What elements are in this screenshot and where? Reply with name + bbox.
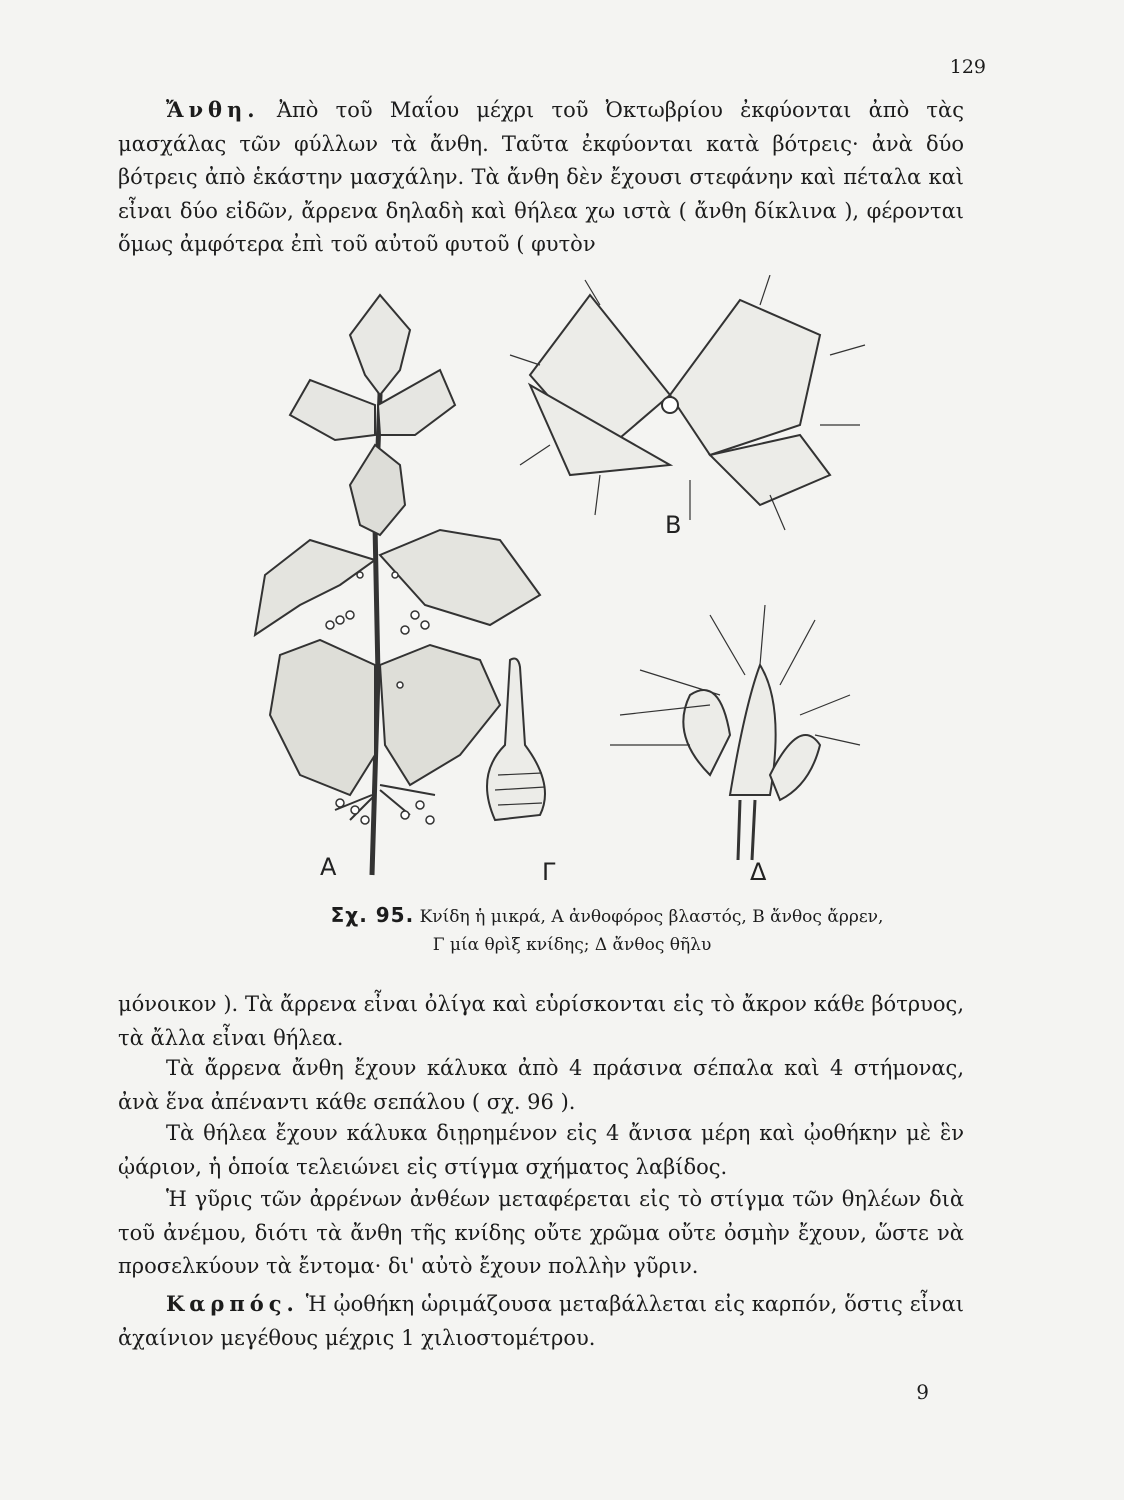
paragraph-monoecious: μόνοικον ). Τὰ ἄρρενα εἶναι ὀλίγα καὶ εὑρίσκονται εἰς τὸ ἄκρον κάθε βότρυος, τὰ ἄλλα εἶναι θήλεα. (118, 992, 964, 1050)
paragraph-text: Ἀπὸ τοῦ Μαΐου μέχρι τοῦ Ὀκτωβρίου ἐκφύονται ἀπὸ τὰς μασχάλας τῶν φύλλων τὰ ἄνθη. Ταῦτα ἐκφύονται κατὰ βότρεις· ἀνὰ δύο βότρεις ἀπὸ ἑκάστην μασχάλην. Τὰ ἄνθη δὲν ἔχουσι στεφάνην καὶ πέταλα καὶ εἶναι δύο εἰδῶν, ἄρρενα δηλαδὴ καὶ θήλεα χω ιστὰ ( ἄνθη δίκλινα ), φέρονται ὅμως ἀμφότερα ἐπὶ τοῦ αὐτοῦ φυτοῦ ( φυτὸν (118, 98, 964, 256)
section-heading-fruit: Καρπός. (166, 1291, 299, 1316)
paragraph-flowers (118, 93, 964, 262)
paragraph-male-flowers: Τὰ ἄρρενα ἄνθη ἔχουν κάλυκα ἀπὸ 4 πράσινα σέπαλα καὶ 4 στήμονας, ἀνὰ ἕνα ἀπέναντι κάθε σεπάλου ( σχ. 96 ). (118, 1056, 964, 1114)
female-flower-drawing (610, 605, 860, 860)
figure-nettle-illustration (240, 275, 980, 900)
figure-letter-g: Γ (542, 858, 556, 886)
figure-letter-a: Α (320, 853, 337, 881)
male-flower-drawing (510, 275, 865, 530)
figure-letter-d: Δ (750, 858, 767, 886)
figure-caption-text: Κνίδη ἡ μικρά, Α ἀνθοφόρος βλαστός, Β ἄνθος ἄρρεν, (419, 907, 884, 927)
paragraph-pollination: Ἡ γῦρις τῶν ἀρρένων ἀνθέων μεταφέρεται εἰς τὸ στίγμα τῶν θηλέων διὰ τοῦ ἀνέμου, διότι τὰ ἄνθη τῆς κνίδης οὔτε χρῶμα οὔτε ὀσμὴν ἔχουν, ὥστε νὰ προσελκύουν τὰ ἔντομα· δι' αὐτὸ ἔχουν πολλὴν γῦριν. (118, 1187, 964, 1278)
stinging-hair-drawing (487, 659, 545, 820)
figure-caption-label: Σχ. 95. (330, 903, 415, 927)
figure-letter-b: Β (665, 511, 682, 539)
figure-caption-line1 (45, 902, 1124, 930)
paragraph-fruit (118, 1287, 964, 1355)
page-number: 129 (949, 56, 986, 78)
signature-mark: 9 (916, 1380, 929, 1404)
section-heading-flowers: Ἄνθη. (166, 97, 260, 122)
paragraph-female-flowers: Τὰ θήλεα ἔχουν κάλυκα διῃρημένον εἰς 4 ἄνισα μέρη καὶ ᾠοθήκην μὲ ἓν ᾠάριον, ἡ ὁποία τελειώνει εἰς στίγμα σχήματος λαβίδος. (118, 1121, 964, 1179)
figure-caption-line2: Γ μία θρὶξ κνίδης; Δ ἄνθος θῆλυ (432, 935, 712, 955)
paragraph-text: Ἡ ᾠοθήκη ὡριμάζουσα μεταβάλλεται εἰς καρπόν, ὅστις εἶναι ἀχαίνιον μεγέθους μέχρις 1 χιλιοστομέτρου. (118, 1292, 964, 1350)
